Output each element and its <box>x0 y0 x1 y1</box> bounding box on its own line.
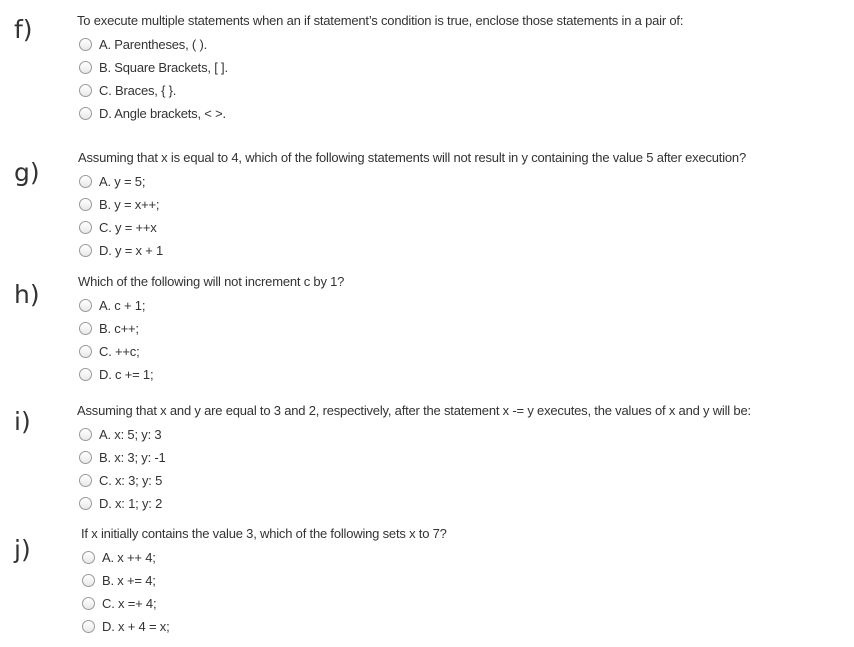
radio-button[interactable] <box>79 221 92 234</box>
radio-button[interactable] <box>79 451 92 464</box>
option-label: D. c += 1; <box>99 366 154 382</box>
option-label: D. y = x + 1 <box>99 242 164 258</box>
option-label: D. Angle brackets, < >. <box>99 105 226 121</box>
radio-button[interactable] <box>79 428 92 441</box>
option-label: C. ++c; <box>99 343 140 359</box>
option-label: B. x: 3; y: -1 <box>99 449 166 465</box>
radio-button[interactable] <box>79 175 92 188</box>
option-label: B. Square Brackets, [ ]. <box>99 59 228 75</box>
option-label: D. x + 4 = x; <box>102 618 170 634</box>
question-label: j) <box>14 535 31 564</box>
option-label: A. x ++ 4; <box>102 549 156 565</box>
radio-button[interactable] <box>82 551 95 564</box>
option-b[interactable] <box>82 571 156 589</box>
option-a[interactable] <box>79 35 207 53</box>
question-text: Assuming that x is equal to 4, which of the following statements will not result in y containing the value 5 after execution? <box>78 150 746 165</box>
option-b[interactable] <box>79 448 166 466</box>
radio-button[interactable] <box>79 368 92 381</box>
radio-button[interactable] <box>79 84 92 97</box>
radio-button[interactable] <box>82 574 95 587</box>
option-c[interactable] <box>79 471 162 489</box>
radio-button[interactable] <box>79 38 92 51</box>
option-b[interactable] <box>79 58 228 76</box>
question-label: h) <box>14 280 40 309</box>
option-a[interactable] <box>82 548 156 566</box>
option-label: A. x: 5; y: 3 <box>99 426 162 442</box>
option-a[interactable] <box>79 172 145 190</box>
radio-button[interactable] <box>79 497 92 510</box>
radio-button[interactable] <box>79 61 92 74</box>
option-label: A. c + 1; <box>99 297 146 313</box>
question-label: g) <box>14 158 40 187</box>
option-label: C. x: 3; y: 5 <box>99 472 163 488</box>
radio-button[interactable] <box>79 322 92 335</box>
radio-button[interactable] <box>79 299 92 312</box>
radio-button[interactable] <box>82 597 95 610</box>
option-b[interactable] <box>79 319 139 337</box>
radio-button[interactable] <box>79 474 92 487</box>
radio-button[interactable] <box>79 244 92 257</box>
question-text: To execute multiple statements when an if statement’s condition is true, enclose those statements in a pair of: <box>77 13 684 28</box>
option-b[interactable] <box>79 195 159 213</box>
option-c[interactable] <box>79 81 176 99</box>
option-d[interactable] <box>82 617 170 635</box>
option-label: A. y = 5; <box>99 173 146 189</box>
option-d[interactable] <box>79 494 162 512</box>
option-label: B. y = x++; <box>99 196 160 212</box>
radio-button[interactable] <box>79 107 92 120</box>
option-label: C. x =+ 4; <box>102 595 157 611</box>
radio-button[interactable] <box>79 198 92 211</box>
question-text: Assuming that x and y are equal to 3 and 2, respectively, after the statement x -= y executes, the values of x and y will be: <box>77 403 751 418</box>
question-text: Which of the following will not increment c by 1? <box>78 274 345 289</box>
option-label: B. x += 4; <box>102 572 156 588</box>
option-label: C. y = ++x <box>99 219 157 235</box>
option-a[interactable] <box>79 296 145 314</box>
option-a[interactable] <box>79 425 161 443</box>
option-c[interactable] <box>79 342 140 360</box>
option-label: D. x: 1; y: 2 <box>99 495 163 511</box>
option-d[interactable] <box>79 241 163 259</box>
question-text: If x initially contains the value 3, which of the following sets x to 7? <box>81 526 447 541</box>
option-label: B. c++; <box>99 320 139 336</box>
radio-button[interactable] <box>82 620 95 633</box>
option-c[interactable] <box>82 594 156 612</box>
question-label: f) <box>14 15 33 44</box>
question-label: i) <box>14 407 31 436</box>
radio-button[interactable] <box>79 345 92 358</box>
option-label: C. Braces, { }. <box>99 82 177 98</box>
option-d[interactable] <box>79 365 153 383</box>
option-d[interactable] <box>79 104 226 122</box>
option-c[interactable] <box>79 218 157 236</box>
option-label: A. Parentheses, ( ). <box>99 36 207 52</box>
